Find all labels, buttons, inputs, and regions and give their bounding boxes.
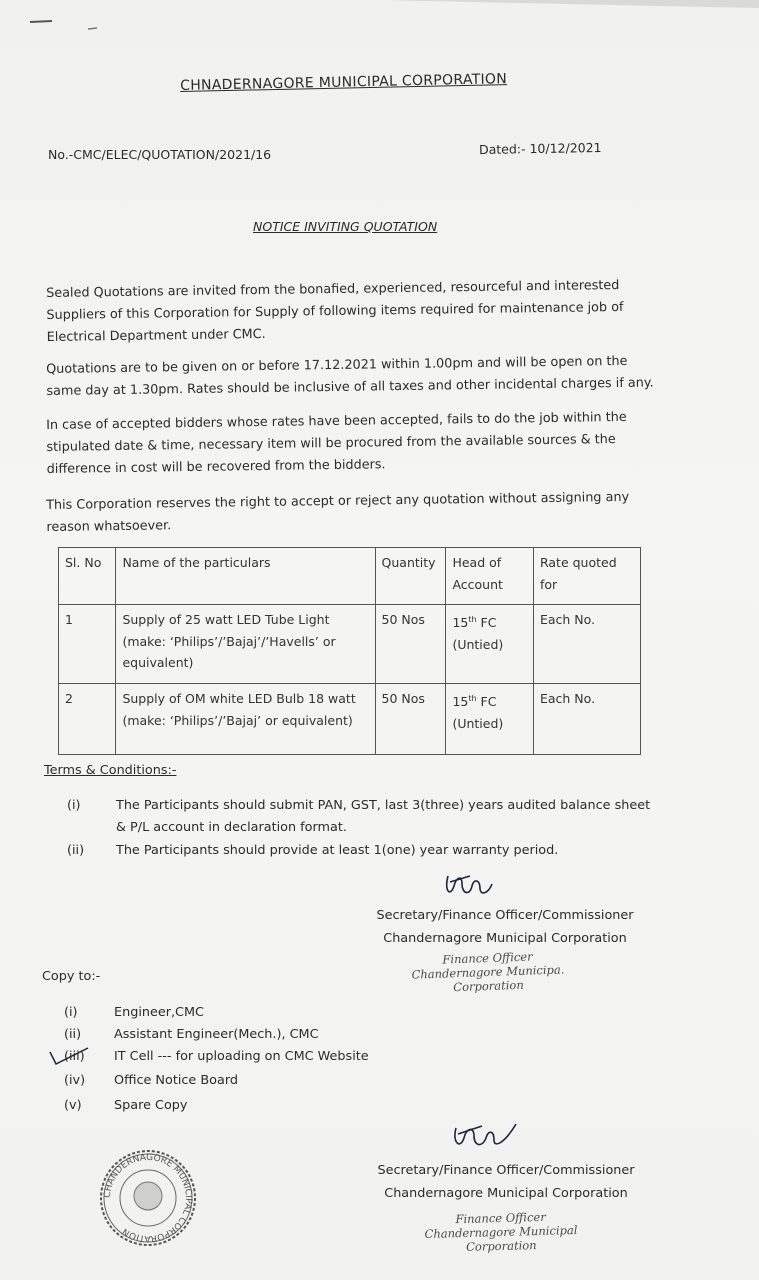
head-number: 15 xyxy=(452,694,469,710)
cell-quantity: 50 Nos xyxy=(375,684,446,755)
header-rate-line1: Rate quoted xyxy=(539,555,617,570)
header-rate-line2: for xyxy=(539,576,558,592)
seal-ring-text: CHANDERNAGORE MUNICIPAL CORPORATION xyxy=(102,1152,194,1244)
signatory-designation: Secretary/Finance Officer/Commissioner xyxy=(377,1163,635,1178)
cell-particulars: Supply of 25 watt LED Tube Light (make: ‘Philips’/’Bajaj’/’Havells’ or equivalent) xyxy=(116,605,375,684)
paragraph-rights: This Corporation reserves the right to accept or reject any quotation without assigning any reason whatsoever. xyxy=(46,489,630,535)
stamp-line: Corporation xyxy=(465,1238,537,1254)
stamp-line: Corporation xyxy=(453,977,524,995)
copy-recipient: Spare Copy xyxy=(114,1098,188,1113)
copy-recipient: IT Cell --- for uploading on CMC Website xyxy=(114,1049,369,1064)
head-fc: FC xyxy=(476,615,497,631)
copy-recipient: Office Notice Board xyxy=(114,1073,238,1088)
stamp-line: Chandernagore Municipal xyxy=(424,1223,578,1241)
copy-recipient: Engineer,CMC xyxy=(114,1005,204,1020)
signatory-block xyxy=(370,1160,642,1205)
items-table xyxy=(58,547,641,755)
notice-title: NOTICE INVITING QUOTATION xyxy=(253,219,438,234)
copy-number: (iii) xyxy=(64,1049,85,1064)
table-header-row xyxy=(59,548,641,605)
cell-sl: 1 xyxy=(59,605,116,684)
organization-title: CHNADERNAGORE MUNICIPAL CORPORATION xyxy=(180,71,508,94)
cell-particulars: Supply of OM white LED Bulb 18 watt (make: ‘Philips’/’Bajaj’ or equivalent) xyxy=(116,684,375,755)
header-rate-quoted xyxy=(533,548,640,605)
cell-quantity: 50 Nos xyxy=(375,605,446,684)
signatory-organization: Chandernagore Municipal Corporation xyxy=(383,930,627,946)
copy-to-item xyxy=(64,1025,319,1045)
copy-to-item xyxy=(64,1096,187,1116)
paragraph-failure-clause: In case of accepted bidders whose rates have been accepted, fails to do the job within the stipulated date & time, necessary item will be procured from the available sources & the difference in cost will be recovered from the bidders. xyxy=(46,409,627,477)
stamp-line: Finance Officer xyxy=(455,1209,546,1227)
paragraph-invitation: Sealed Quotations are invited from the bonafied, experienced, resourceful and interested Suppliers of this Corporation for Supply of following items required for maintenance job of Electrical Department under CMC. xyxy=(46,277,624,345)
header-quantity: Quantity xyxy=(375,548,446,605)
cell-rate: Each No. xyxy=(533,605,640,684)
copy-to-item xyxy=(64,1003,204,1023)
reference-number: No.-CMC/ELEC/QUOTATION/2021/16 xyxy=(48,147,272,162)
term-item xyxy=(67,840,664,862)
signatory-block xyxy=(372,905,638,950)
copy-to-item xyxy=(64,1047,369,1067)
header-particulars: Name of the particulars xyxy=(116,548,375,605)
term-text: The Participants should provide at least 1(one) year warranty period. xyxy=(116,843,559,858)
finance-officer-stamp xyxy=(407,948,568,996)
term-number: (i) xyxy=(67,798,81,813)
notice-date: Dated:- 10/12/2021 xyxy=(478,139,602,158)
finance-officer-stamp xyxy=(417,1209,584,1255)
term-item xyxy=(67,795,664,839)
head-suffix: th xyxy=(468,694,477,703)
term-text: The Participants should submit PAN, GST, last 3(three) years audited balance sheet & P/L account in declaration format. xyxy=(116,798,651,835)
cell-head-of-account xyxy=(446,684,534,755)
signature-scribble-icon xyxy=(450,1118,520,1158)
municipal-seal-icon xyxy=(98,1148,198,1248)
copy-recipient: Assistant Engineer(Mech.), CMC xyxy=(114,1027,319,1042)
copy-number: (i) xyxy=(64,1005,78,1020)
cell-head-of-account xyxy=(446,605,534,684)
header-head-line1: Head of xyxy=(452,555,502,570)
copy-number: (ii) xyxy=(64,1027,82,1042)
head-suffix: th xyxy=(468,615,477,624)
signature-scribble-icon xyxy=(440,868,500,906)
scan-marks xyxy=(0,0,759,40)
header-head-line2: Account xyxy=(452,576,503,592)
terms-title: Terms & Conditions:- xyxy=(44,763,177,778)
copy-number: (iv) xyxy=(64,1073,86,1088)
head-sub: (Untied) xyxy=(452,636,504,652)
term-number: (ii) xyxy=(67,843,85,858)
header-head-of-account xyxy=(446,548,534,605)
head-number: 15 xyxy=(452,615,469,631)
header-sl-no: Sl. No xyxy=(59,548,116,605)
stamp-line: Finance Officer xyxy=(442,949,533,967)
table-row xyxy=(59,684,641,755)
cell-rate: Each No. xyxy=(533,684,640,755)
copy-to-item xyxy=(64,1071,238,1091)
head-sub: (Untied) xyxy=(452,715,504,731)
stamp-line: Chandernagore Municipa. xyxy=(411,962,565,982)
signatory-designation: Secretary/Finance Officer/Commissioner xyxy=(376,908,634,923)
handwritten-tick-icon xyxy=(46,1046,96,1070)
paragraph-deadline: Quotations are to be given on or before 17.12.2021 within 1.00pm and will be open on the same day at 1.30pm. Rates should be inclusive of all taxes and other incidental charges if any. xyxy=(46,353,654,399)
head-fc: FC xyxy=(476,694,497,710)
copy-number: (v) xyxy=(64,1098,82,1113)
table-row xyxy=(59,605,641,684)
copy-to-title: Copy to:- xyxy=(42,969,101,984)
signatory-organization: Chandernagore Municipal Corporation xyxy=(384,1185,628,1201)
cell-sl: 2 xyxy=(59,684,116,755)
